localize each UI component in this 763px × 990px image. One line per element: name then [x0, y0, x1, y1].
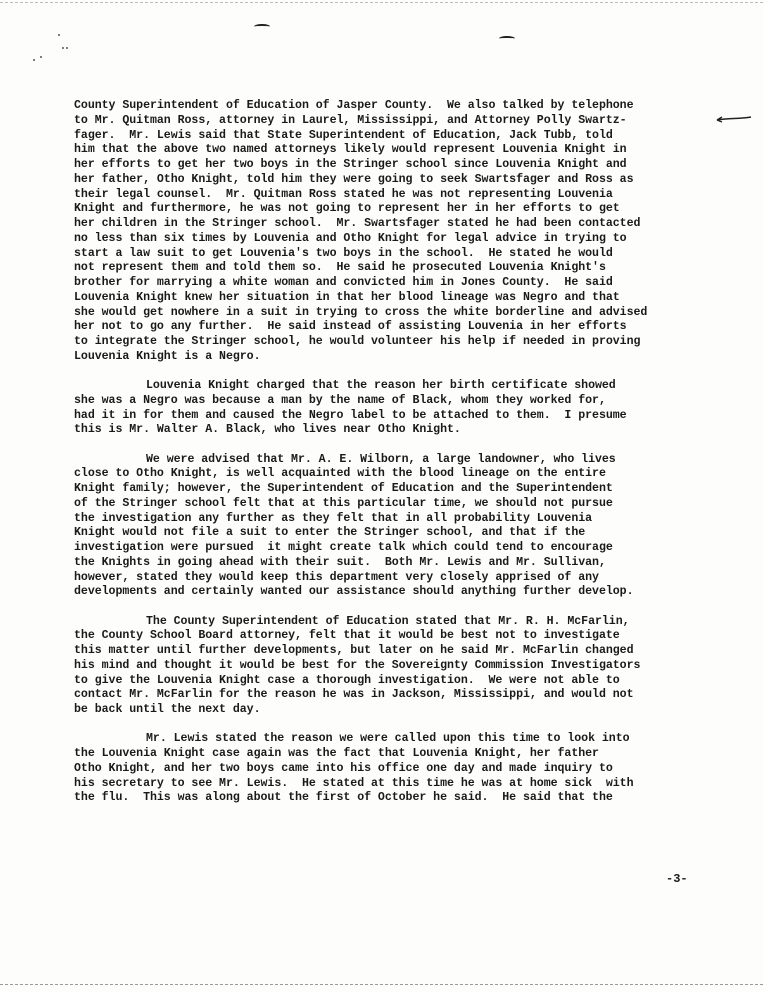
text-line: her father, Otho Knight, told him they were going to seek Swartsfager and Ross as	[74, 172, 634, 186]
text-line: his secretary to see Mr. Lewis. He stated at this time he was at home sick with	[74, 776, 634, 790]
paragraph	[74, 379, 694, 438]
text-line: not represent them and told them so. He said he prosecuted Louvenia Knight's	[74, 261, 606, 275]
text-line: the County School Board attorney, felt that it would be best not to investigate	[74, 629, 620, 643]
paragraph	[74, 99, 694, 365]
text-line: Otho Knight, and her two boys came into his office one day and made inquiry to	[74, 761, 613, 775]
text-line: the flu. This was along about the first of October he said. He said that the	[74, 791, 613, 805]
text-line: The County Superintendent of Education stated that Mr. R. H. McFarlin,	[146, 614, 630, 628]
scan-mark	[499, 36, 515, 41]
text-line: be back until the next day.	[74, 703, 261, 716]
text-line: Louvenia Knight charged that the reason her birth certificate showed	[146, 379, 616, 392]
scan-specks	[30, 34, 80, 74]
text-line: the Knights in going ahead with their suit. Both Mr. Lewis and Mr. Sullivan,	[74, 555, 606, 569]
text-line: investigation were pursued it might create talk which could tend to encourage	[74, 541, 613, 554]
text-line: Knight and furthermore, he was not going to represent her in her efforts to get	[74, 202, 620, 216]
text-line: had it in for them and caused the Negro label to be attached to them. I presume	[74, 408, 627, 422]
text-line: fager. Mr. Lewis said that State Superintendent of Education, Jack Tubb, told	[74, 128, 613, 142]
page-number: -3-	[666, 872, 688, 886]
text-line: the Louvenia Knight case again was the fact that Louvenia Knight, her father	[74, 747, 599, 760]
text-line: she would get nowhere in a suit in trying to cross the white borderline and advised	[74, 305, 648, 319]
text-line: this matter until further developments, but later on he said Mr. McFarlin changed	[74, 644, 634, 657]
text-line: him that the above two named attorneys likely would represent Louvenia Knight in	[74, 143, 627, 157]
text-line: she was a Negro was because a man by the name of Black, whom they worked for,	[74, 393, 606, 407]
text-line: her efforts to get her two boys in the Stringer school since Louvenia Knight and	[74, 158, 627, 171]
text-line: the investigation any further as they felt that in all probability Louvenia	[74, 511, 593, 525]
text-line: Louvenia Knight is a Negro.	[74, 349, 261, 363]
text-line: Mr. Lewis stated the reason we were called upon this time to look into	[146, 732, 630, 746]
text-line: however, stated they would keep this department very closely apprised of any	[74, 570, 599, 584]
paragraph	[74, 615, 694, 718]
text-line: his mind and thought it would be best for the Sovereignty Commission Investigators	[74, 658, 641, 672]
text-line: Louvenia Knight knew her situation in that her blood lineage was Negro and that	[74, 290, 620, 304]
paragraph	[74, 453, 694, 601]
text-line: her not to go any further. He said instead of assisting Louvenia in her efforts	[74, 320, 627, 334]
text-line: Knight family; however, the Superintendent of Education and the Superintendent	[74, 482, 613, 495]
paragraph-gap	[74, 600, 694, 615]
paragraph-gap	[74, 718, 694, 733]
text-line: contact Mr. McFarlin for the reason he was in Jackson, Mississippi, and would not	[74, 688, 634, 702]
paragraph-gap	[74, 365, 694, 380]
text-line: of the Stringer school felt that at this particular time, we should not pursue	[74, 496, 613, 510]
text-line: to integrate the Stringer school, he would volunteer his help if needed in proving	[74, 335, 641, 348]
text-line: Knight would not file a suit to enter the Stringer school, and that if the	[74, 526, 586, 540]
text-line: brother for marrying a white woman and convicted him in Jones County. He said	[74, 276, 613, 289]
text-line: close to Otho Knight, is well acquainted with the blood lineage on the entire	[74, 467, 606, 481]
scan-mark	[254, 24, 270, 29]
text-line: their legal counsel. Mr. Quitman Ross stated he was not representing Louvenia	[74, 187, 613, 201]
margin-arrow-mark	[716, 114, 752, 124]
text-line: We were advised that Mr. A. E. Wilborn, a large landowner, who lives	[146, 452, 616, 466]
memo-body	[74, 99, 694, 806]
text-line: to give the Louvenia Knight case a thorough investigation. We were not able to	[74, 673, 620, 687]
paragraph	[74, 732, 694, 806]
text-line: her children in the Stringer school. Mr. Swartsfager stated he had been contacted	[74, 217, 641, 230]
text-line: start a law suit to get Louvenia's two boys in the school. He stated he would	[74, 246, 613, 260]
scan-edge-top	[0, 2, 763, 3]
text-line: to Mr. Quitman Ross, attorney in Laurel, Mississippi, and Attorney Polly Swartz-	[74, 113, 627, 127]
scan-edge-bottom	[0, 984, 763, 985]
paragraph-gap	[74, 438, 694, 453]
text-line: no less than six times by Louvenia and Otho Knight for legal advice in trying to	[74, 231, 627, 245]
text-line: County Superintendent of Education of Jasper County. We also talked by telephone	[74, 99, 634, 112]
text-line: this is Mr. Walter A. Black, who lives near Otho Knight.	[74, 423, 461, 437]
text-line: developments and certainly wanted our assistance should anything further develop.	[74, 585, 634, 599]
